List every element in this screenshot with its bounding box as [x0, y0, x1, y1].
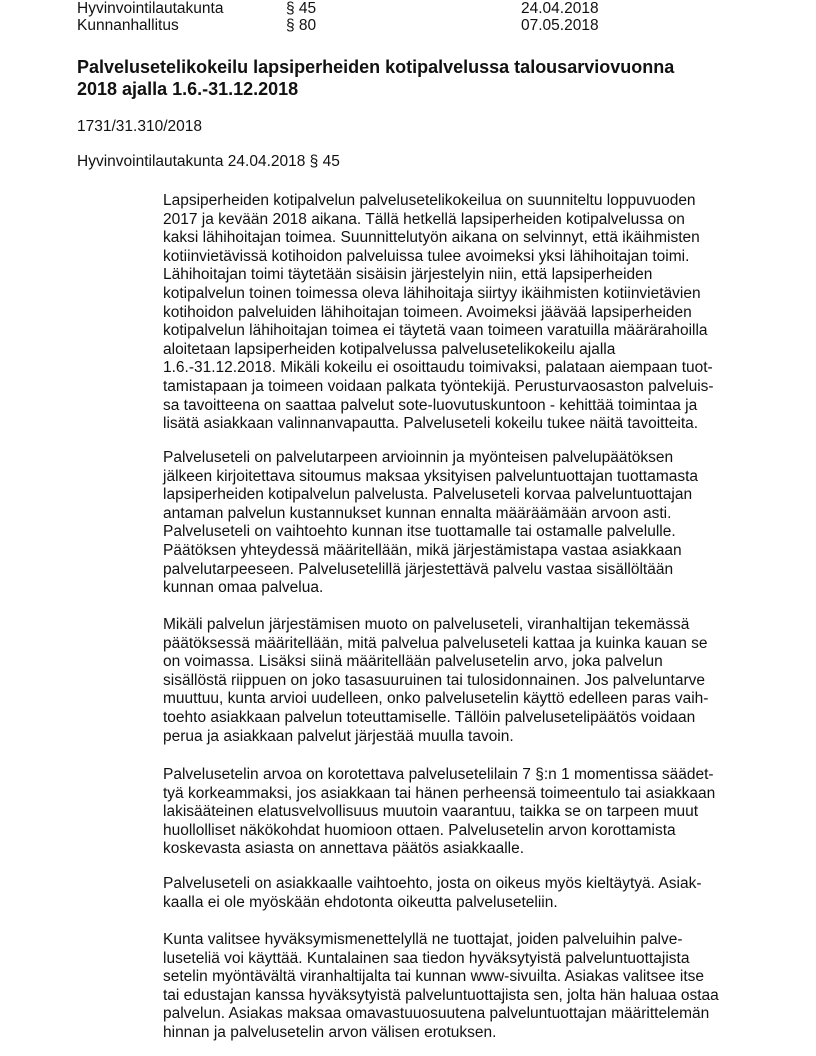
text-line: sa tavoitteena on saattaa palvelut sote-luovutuskuntoon - kehittää toimintaa ja — [163, 396, 698, 414]
text-line: Palveluseteli on asiakkaalle vaihtoehto, josta on oikeus myös kieltäytyä. Asiak- — [163, 875, 702, 892]
paragraph-text — [163, 931, 763, 1043]
text-line: kotiinvietävissä kotihoidon palveluissa tulee avoimeksi yksi lähihoitajan toimi. — [163, 247, 690, 265]
text-line: aloitetaan lapsiperheiden kotipalvelussa palvelusetelikokeilu ajalla — [163, 340, 616, 358]
text-line: lisätä asiakkaan valinnanvapautta. Palveluseteli kokeilu tukee näitä tavoitteita. — [163, 415, 699, 433]
text-line: Lähihoitajan toimi täytetään sisäisin järjestelyin niin, että lapsiperheiden — [163, 266, 653, 284]
paragraph-text — [163, 192, 763, 434]
text-line: perua ja asiakkaan palvelut järjestää muulla tavoin. — [163, 727, 514, 745]
meeting-date: 24.04.2018 — [521, 0, 599, 17]
document-title — [77, 56, 757, 100]
title-line-2: 2018 ajalla 1.6.-31.12.2018 — [77, 79, 299, 99]
meeting-reference: Hyvinvointilautakunta 24.04.2018 § 45 — [77, 153, 340, 170]
text-line: kaksi lähihoitajan toimea. Suunnittelutyön aikana on selvinnyt, että ikäihmisten — [163, 229, 700, 247]
meeting-date: 07.05.2018 — [521, 17, 599, 34]
text-line: kaalla ei ole myöskään ehdotonta oikeutta palveluseteliin. — [163, 893, 558, 911]
text-line: antaman palvelun kustannukset kunnan ennalta määräämään arvoon asti. — [163, 504, 672, 522]
text-line: Palvelusetelin arvoa on korotettava palvelusetelilain 7 §:n 1 momentissa säädet- — [163, 766, 714, 783]
text-line: Päätöksen yhteydessä määritellään, mikä järjestämistapa vastaa asiakkaan — [163, 541, 682, 559]
title-line-1: Palvelusetelikokeilu lapsiperheiden kotipalvelussa talousarviovuonna — [77, 57, 675, 77]
text-line: setelin myöntävältä viranhaltijalta tai kunnan www-sivuilta. Asiakas valitsee itse — [163, 968, 705, 986]
text-line: koskevasta asiasta on annettava päätös asiakkaalle. — [163, 840, 525, 858]
meeting-section: § 80 — [286, 17, 317, 34]
text-line: päätöksessä määritellään, mitä palvelua palveluseteli kattaa ja kuinka kauan se — [163, 634, 708, 652]
text-line: palvelun. Asiakas maksaa omavastuuosuutena palveluntuottajan määrittelemän — [163, 1005, 710, 1023]
text-line: palvelutarpeeseen. Palvelusetelillä järjestettävä palvelu vastaa sisällöltään — [163, 560, 674, 578]
paragraph-text — [163, 766, 763, 859]
text-line: Palveluseteli on palvelutarpeen arvioinnin ja myönteisen palvelupäätöksen — [163, 449, 674, 466]
text-line: huollolliset näkökohdat huomioon ottaen. Palvelusetelin arvon korottamista — [163, 821, 676, 839]
paragraph-3 — [163, 616, 763, 746]
text-line: luseteliä voi käyttää. Kuntalainen saa tiedon hyväksytyistä palveluntuottajista — [163, 949, 690, 967]
text-line: Kunta valitsee hyväksymismenettelyllä ne tuottajat, joiden palveluihin palve- — [163, 931, 683, 948]
paragraph-2 — [163, 449, 763, 598]
text-line: hinnan ja palvelusetelin arvon välisen erotuksen. — [163, 1023, 497, 1041]
text-line: muuttuu, kunta arvioi uudelleen, onko palvelusetelin käyttö edelleen paras vaih- — [163, 690, 709, 708]
text-line: on voimassa. Lisäksi siinä määritellään palvelusetelin arvo, joka palvelun — [163, 653, 663, 671]
text-line: lapsiperheiden kotipalvelun palvelusta. Palveluseteli korvaa palveluntuottajan — [163, 486, 693, 504]
paragraph-6 — [163, 931, 763, 1043]
text-line: Mikäli palvelun järjestämisen muoto on palveluseteli, viranhaltijan tekemässä — [163, 616, 690, 633]
text-line: jälkeen kirjoitettava sitoumus maksaa yksityisen palveluntuottajan tuottamasta — [163, 467, 699, 485]
text-line: tai edustajan kanssa hyväksytyistä palveluntuottajista sen, jolta hän haluaa ostaa — [163, 986, 719, 1004]
text-line: kotipalvelun lähihoitajan toimea ei täytetä vaan toimeen varatuilla määrärahoilla — [163, 322, 708, 340]
paragraph-text — [163, 875, 763, 912]
meeting-body: Hyvinvointilautakunta — [77, 0, 224, 17]
paragraph-4 — [163, 766, 763, 859]
paragraph-text — [163, 616, 763, 746]
text-line: Palveluseteli on vaihtoehto kunnan itse tuottamalle tai ostamalle palvelulle. — [163, 523, 676, 541]
text-line: 1.6.-31.12.2018. Mikäli kokeilu ei osoittaudu toimivaksi, palataan aiempaan tuot- — [163, 359, 713, 377]
text-line: 2017 ja kevään 2018 aikana. Tällä hetkellä lapsiperheiden kotipalvelussa on — [163, 210, 685, 228]
text-line: toehto asiakkaan palvelun toteuttamiselle. Tällöin palvelusetelipäätös voidaan — [163, 708, 696, 726]
text-line: kotipalvelun toinen toimessa oleva lähihoitaja siirtyy ikäihmisten kotiinvietävien — [163, 284, 701, 302]
meeting-section: § 45 — [286, 0, 317, 17]
text-line: sisällöstä riippuen on joko tasasuuruinen tai tulosidonnainen. Jos palveluntarve — [163, 671, 705, 689]
paragraph-5 — [163, 875, 763, 912]
text-line: Lapsiperheiden kotipalvelun palvelusetelikokeilua on suunniteltu loppuvuoden — [163, 192, 696, 209]
paragraph-1 — [163, 192, 763, 434]
text-line: kunnan omaa palvelua. — [163, 579, 324, 597]
paragraph-text — [163, 449, 763, 598]
text-line: tamistapaan ja toimeen voidaan palkata työntekijä. Perusturvaosaston palveluis- — [163, 377, 714, 395]
diary-number: 1731/31.310/2018 — [77, 118, 202, 135]
meeting-body: Kunnanhallitus — [77, 17, 179, 34]
text-line: lakisääteinen elatusvelvollisuus muutoin vaarantuu, taikka se on tarpeen muut — [163, 803, 699, 821]
text-line: kotihoidon palveluiden lähihoitajan toimeen. Avoimeksi jäävää lapsiperheiden — [163, 303, 692, 321]
text-line: tyä korkeammaksi, jos asiakkaan tai hänen perheensä toimeentulo tai asiakkaan — [163, 784, 716, 802]
